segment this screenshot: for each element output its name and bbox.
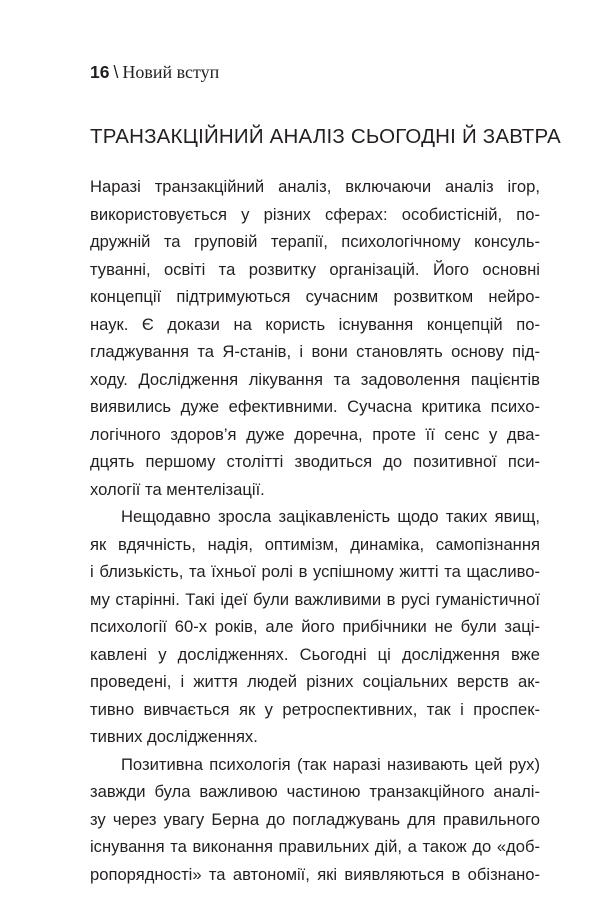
text-line: туванні, освіті та розвитку організацій. Його основні — [90, 259, 540, 279]
text-line: ропорядності» та автономії, які виявляються в обізнано- — [90, 864, 540, 884]
text-line: дцять першому столітті зводиться до позитивної пси- — [90, 452, 540, 472]
text-line: як вдячність, надія, оптимізм, динаміка, самопізнання — [90, 534, 540, 554]
paragraph-end-line: тивних дослідженнях. — [90, 727, 258, 747]
text-line: наук. Є докази на користь існування концепцій по- — [90, 314, 540, 334]
text-line: завжди була важливою частиною транзакційного аналі- — [90, 782, 540, 802]
paragraph-first-line: Позитивна психологія (так наразі називають цей рух) — [121, 754, 540, 774]
body-text — [90, 173, 540, 888]
text-line: використовується у різних сферах: особистісній, по- — [90, 204, 540, 224]
chapter-title: ТРАНЗАКЦІЙНИЙ АНАЛІЗ СЬОГОДНІ Й ЗАВТРА — [90, 125, 561, 148]
text-line: гладжування та Я-станів, і вони становлять основу під- — [90, 342, 540, 362]
page-number: 16 — [90, 62, 110, 82]
running-head-section: Новий вступ — [122, 62, 220, 82]
text-line: ходу. Дослідження лікування та задоволення пацієнтів — [90, 369, 540, 389]
text-line: дружній та груповій терапії, психологічному консуль- — [90, 232, 540, 252]
running-head — [90, 60, 219, 84]
text-line: логічного здоров’я дуже доречна, проте її сенс у два- — [90, 424, 540, 444]
text-line: виявились дуже ефективними. Сучасна критика психо- — [90, 397, 540, 417]
text-line: психології 60-х років, але його прибічники не були заці- — [90, 617, 540, 637]
text-line: кавлені у дослідженнях. Сьогодні ці дослідження вже — [90, 644, 540, 664]
text-line: Наразі транзакційний аналіз, включаючи аналіз ігор, — [90, 177, 540, 196]
text-line: зу через увагу Берна до погладжувань для правильного — [90, 809, 540, 829]
text-line: існування та виконання правильних дій, а також до «доб- — [90, 837, 540, 857]
paragraph-first-line: Нещодавно зросла зацікавленість щодо таких явищ, — [121, 507, 540, 527]
running-head-separator: \ — [113, 62, 119, 82]
text-line: концепції підтримуються сучасним розвитком нейро- — [90, 287, 540, 307]
text-line: проведені, і життя людей різних соціальних верств ак- — [90, 672, 540, 692]
paragraph-end-line: хології та ментелізації. — [90, 479, 265, 499]
text-line: му старінні. Такі ідеї були важливими в русі гуманістичної — [90, 589, 540, 609]
text-line: і близькість, та їхньої ролі в успішному житті та щасливо- — [90, 562, 540, 582]
text-line: тивно вивчається як у ретроспективних, так і проспек- — [90, 699, 540, 719]
